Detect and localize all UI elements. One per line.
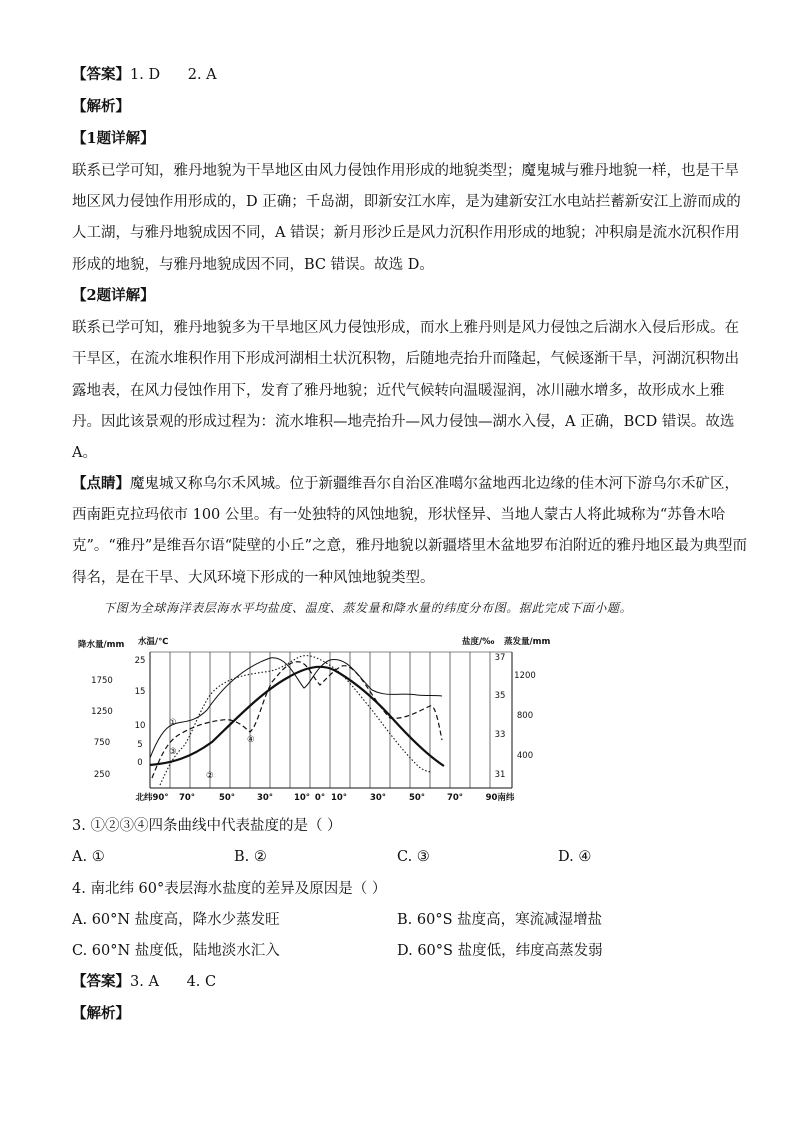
lat-tick: 北纬90° bbox=[135, 793, 169, 803]
salinity-tick: 35 bbox=[494, 691, 506, 701]
analysis-tag: 【解析】 bbox=[72, 1005, 130, 1022]
q2-line: 丹。因此该景观的形成过程为：流水堆积—地壳抬升—风力侵蚀—湖水入侵，A 正确，BCD 错误。故选 bbox=[72, 414, 735, 430]
tip-tag: 【点睛】 bbox=[72, 475, 130, 492]
lat-tick: 0° bbox=[314, 793, 326, 803]
analysis-tag: 【解析】 bbox=[72, 98, 130, 115]
answer-line-1 bbox=[72, 65, 217, 85]
q3-option-a[interactable]: A. ① bbox=[72, 849, 105, 865]
lat-tick: 70° bbox=[178, 793, 196, 803]
figure-intro: 下图为全球海洋表层海水平均盐度、温度、蒸发量和降水量的纬度分布图。据此完成下面小题。 bbox=[103, 601, 633, 615]
salinity-tick: 37 bbox=[494, 653, 506, 663]
tip-line: 克”。“雅丹”是维吾尔语“陡壁的小丘”之意，雅丹地貌以新疆塔里木盆地罗布泊附近的雅丹地区最为典型而 bbox=[72, 538, 748, 554]
q1-line: 形成的地貌，与雅丹地貌成因不同，BC 错误。故选 D。 bbox=[72, 257, 434, 273]
q4-option-c[interactable]: C. 60°N 盐度低，陆地淡水汇入 bbox=[72, 943, 280, 959]
q2-detail-heading: 【2题详解】 bbox=[72, 287, 155, 304]
precip-axis-title: 降水量/mm bbox=[78, 640, 125, 650]
answer-tag: 【答案】 bbox=[72, 66, 130, 83]
temp-axis-title: 水温/℃ bbox=[138, 637, 169, 647]
q4-option-d[interactable]: D. 60°S 盐度低，纬度高蒸发弱 bbox=[397, 943, 603, 959]
q2-line: A。 bbox=[72, 445, 97, 461]
answer-tag: 【答案】 bbox=[72, 973, 130, 990]
q1-line: 地区风力侵蚀作用形成的，D 正确；千岛湖，即新安江水库，是为建新安江水电站拦蓄新安江上游而成的 bbox=[72, 194, 741, 210]
tip-text: 魔鬼城又称乌尔禾风城。位于新疆维吾尔自治区准噶尔盆地西北边缘的佳木河下游乌尔禾矿区， bbox=[130, 476, 739, 492]
latitude-grid bbox=[170, 652, 490, 788]
lat-tick: 70° bbox=[446, 793, 464, 803]
lat-tick: 50° bbox=[408, 793, 426, 803]
answer-text: 1. D 2. A bbox=[130, 67, 217, 83]
latitude-distribution-figure bbox=[72, 630, 551, 805]
temp-tick: 5 bbox=[137, 740, 143, 750]
q2-line: 露地表，在风力侵蚀作用下，发育了雅丹地貌；近代气候转向温暖湿润，冰川融水增多，故形成水上雅 bbox=[72, 383, 725, 399]
curve-2-precipitation bbox=[160, 656, 432, 785]
salinity-axis-title: 盐度/‰ bbox=[462, 637, 495, 647]
salinity-tick: 31 bbox=[494, 770, 506, 780]
q3-stem: 3. ①②③④四条曲线中代表盐度的是（ ） bbox=[72, 818, 342, 834]
q2-line: 干旱区，在流水堆积作用下形成河湖相土状沉积物，后随地壳抬升而隆起，气候逐渐干旱，河湖沉积物出 bbox=[72, 351, 739, 367]
q1-line: 联系已学可知，雅丹地貌为干旱地区由风力侵蚀作用形成的地貌类型；魔鬼城与雅丹地貌一样，也是干旱 bbox=[72, 163, 739, 179]
precip-tick: 1750 bbox=[91, 676, 113, 686]
q3-option-c[interactable]: C. ③ bbox=[397, 849, 430, 865]
q3-option-d[interactable]: D. ④ bbox=[558, 849, 592, 865]
lat-tick: 10° bbox=[330, 793, 348, 803]
lat-tick: 30° bbox=[369, 793, 387, 803]
evaporation-axis-title: 蒸发量/mm bbox=[504, 637, 551, 647]
curve-label-3: ③ bbox=[169, 747, 177, 757]
salinity-tick: 33 bbox=[494, 730, 506, 740]
evaporation-tick: 400 bbox=[516, 751, 534, 761]
temp-tick: 10 bbox=[134, 721, 146, 731]
precip-tick: 250 bbox=[93, 770, 111, 780]
curve-label-4: ④ bbox=[247, 735, 255, 745]
temp-tick: 0 bbox=[137, 758, 143, 768]
evaporation-tick: 800 bbox=[516, 711, 534, 721]
q1-detail-heading: 【1题详解】 bbox=[72, 130, 155, 147]
q4-option-b[interactable]: B. 60°S 盐度高，寒流减湿增盐 bbox=[397, 912, 603, 928]
q4-option-a[interactable]: A. 60°N 盐度高，降水少蒸发旺 bbox=[72, 912, 280, 928]
lat-tick: 10° bbox=[293, 793, 311, 803]
q2-line: 联系已学可知，雅丹地貌多为干旱地区风力侵蚀形成，而水上雅丹则是风力侵蚀之后湖水入侵后形成。在 bbox=[72, 320, 739, 336]
answer-line-2 bbox=[72, 972, 216, 992]
q4-stem: 4. 南北纬 60°表层海水盐度的差异及原因是（ ） bbox=[72, 881, 387, 897]
q1-line: 人工湖，与雅丹地貌成因不同，A 错误；新月形沙丘是风力沉积作用形成的地貌；冲积扇是流水沉积作用 bbox=[72, 225, 740, 241]
temp-tick: 25 bbox=[134, 656, 146, 666]
temp-tick: 15 bbox=[134, 687, 146, 697]
tip-line: 西南距克拉玛依市 100 公里。有一处独特的风蚀地貌，形状怪异、当地人蒙古人将此城称为“苏鲁木哈 bbox=[72, 507, 726, 523]
tip-line-1 bbox=[72, 474, 739, 494]
precip-tick: 750 bbox=[93, 738, 111, 748]
lat-tick: 90南纬 bbox=[485, 793, 515, 803]
curve-label-1: ① bbox=[169, 718, 177, 728]
lat-tick: 50° bbox=[218, 793, 236, 803]
curve-label-2: ② bbox=[206, 771, 214, 781]
answer-text: 3. A 4. C bbox=[130, 974, 217, 990]
curve-4-evaporation bbox=[152, 662, 442, 778]
tip-line: 得名，是在干旱、大风环境下形成的一种风蚀地貌类型。 bbox=[72, 570, 435, 586]
precip-tick: 1250 bbox=[91, 707, 113, 717]
curve-3-temperature bbox=[150, 667, 444, 766]
lat-tick: 30° bbox=[256, 793, 274, 803]
q3-option-b[interactable]: B. ② bbox=[234, 849, 267, 865]
evaporation-tick: 1200 bbox=[514, 671, 536, 681]
